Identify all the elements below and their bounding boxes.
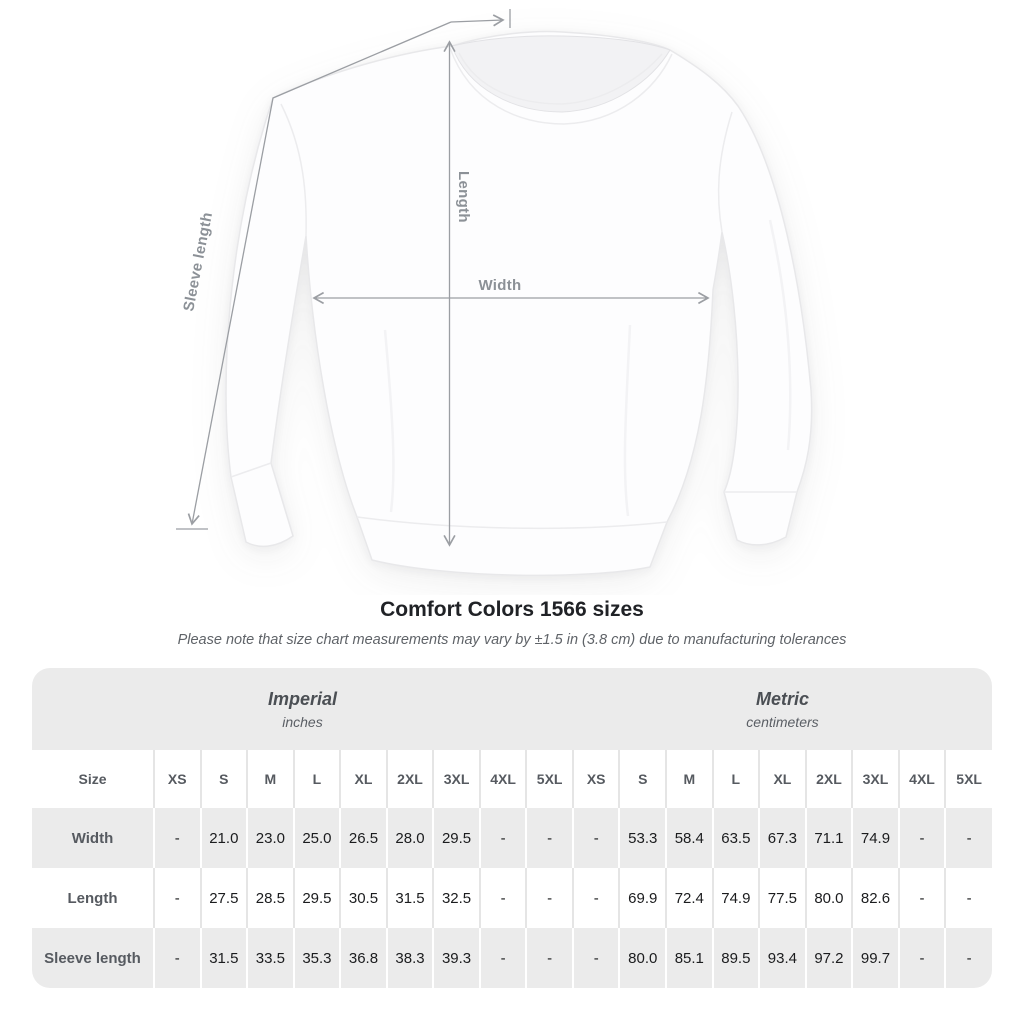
- value-cell: 97.2: [806, 928, 853, 988]
- value-cell: 35.3: [294, 928, 341, 988]
- unit-header-row: [32, 668, 992, 750]
- size-chart: [32, 668, 992, 988]
- value-cell: 38.3: [387, 928, 434, 988]
- size-header-cell: L: [713, 750, 760, 808]
- imperial-sublabel: inches: [282, 713, 323, 730]
- sleeve-length-row: [32, 928, 992, 988]
- value-cell: 28.0: [387, 808, 434, 868]
- size-header-cell: 5XL: [526, 750, 573, 808]
- value-cell: -: [154, 928, 201, 988]
- value-cell: 23.0: [247, 808, 294, 868]
- size-header-cell: XL: [759, 750, 806, 808]
- value-cell: 74.9: [713, 868, 760, 928]
- width-label: Width: [478, 277, 522, 294]
- value-cell: 71.1: [806, 808, 853, 868]
- value-cell: 32.5: [433, 868, 480, 928]
- value-cell: -: [945, 868, 992, 928]
- value-cell: 21.0: [201, 808, 248, 868]
- size-header-cell: 3XL: [433, 750, 480, 808]
- row-label-cell: Width: [32, 808, 154, 868]
- width-row: [32, 808, 992, 868]
- value-cell: 80.0: [806, 868, 853, 928]
- metric-label: Metric: [755, 688, 809, 709]
- page-title: Comfort Colors 1566 sizes: [380, 598, 644, 621]
- value-cell: 89.5: [713, 928, 760, 988]
- value-cell: 36.8: [340, 928, 387, 988]
- value-cell: 31.5: [387, 868, 434, 928]
- value-cell: -: [526, 928, 573, 988]
- value-cell: -: [945, 808, 992, 868]
- metric-header-cell: [573, 668, 992, 750]
- value-cell: 99.7: [852, 928, 899, 988]
- value-cell: -: [480, 868, 527, 928]
- size-header-cell: S: [619, 750, 666, 808]
- metric-sublabel: centimeters: [746, 713, 819, 730]
- sleeve-length-extension-line: [451, 20, 503, 22]
- value-cell: -: [526, 868, 573, 928]
- value-cell: 58.4: [666, 808, 713, 868]
- value-cell: 53.3: [619, 808, 666, 868]
- row-label-cell: Length: [32, 868, 154, 928]
- value-cell: -: [154, 868, 201, 928]
- value-cell: 67.3: [759, 808, 806, 868]
- value-cell: 30.5: [340, 868, 387, 928]
- value-cell: 74.9: [852, 808, 899, 868]
- size-header-cell: XS: [573, 750, 620, 808]
- size-header-cell: 4XL: [899, 750, 946, 808]
- value-cell: 93.4: [759, 928, 806, 988]
- size-chart-table: [32, 668, 992, 988]
- sleeve-length-label: Sleeve length: [180, 210, 217, 313]
- value-cell: 69.9: [619, 868, 666, 928]
- value-cell: 80.0: [619, 928, 666, 988]
- size-header-cell: M: [666, 750, 713, 808]
- value-cell: 29.5: [294, 868, 341, 928]
- size-header-cell: 4XL: [480, 750, 527, 808]
- value-cell: 63.5: [713, 808, 760, 868]
- value-cell: 28.5: [247, 868, 294, 928]
- sweatshirt-image: [226, 32, 812, 576]
- size-header-cell: L: [294, 750, 341, 808]
- length-label: Length: [455, 171, 472, 223]
- value-cell: -: [573, 868, 620, 928]
- size-header-cell: 3XL: [852, 750, 899, 808]
- value-cell: -: [945, 928, 992, 988]
- value-cell: -: [573, 808, 620, 868]
- size-header-cell: 5XL: [945, 750, 992, 808]
- value-cell: -: [480, 928, 527, 988]
- value-cell: 25.0: [294, 808, 341, 868]
- value-cell: 33.5: [247, 928, 294, 988]
- size-header-cell: XS: [154, 750, 201, 808]
- value-cell: 72.4: [666, 868, 713, 928]
- value-cell: 39.3: [433, 928, 480, 988]
- value-cell: -: [573, 928, 620, 988]
- value-cell: 85.1: [666, 928, 713, 988]
- row-label-cell: Sleeve length: [32, 928, 154, 988]
- value-cell: -: [899, 808, 946, 868]
- value-cell: -: [899, 868, 946, 928]
- value-cell: 26.5: [340, 808, 387, 868]
- value-cell: 27.5: [201, 868, 248, 928]
- imperial-label: Imperial: [267, 688, 337, 709]
- size-header-cell: 2XL: [806, 750, 853, 808]
- size-header-cell: M: [247, 750, 294, 808]
- tolerance-note: Please note that size chart measurements may vary by ±1.5 in (3.8 cm) due to manufacturing tolerances: [177, 632, 847, 648]
- value-cell: -: [526, 808, 573, 868]
- size-column-header: Size: [32, 750, 154, 808]
- value-cell: 82.6: [852, 868, 899, 928]
- value-cell: 29.5: [433, 808, 480, 868]
- sweatshirt-body: [226, 32, 812, 576]
- value-cell: -: [899, 928, 946, 988]
- size-header-cell: XL: [340, 750, 387, 808]
- value-cell: -: [154, 808, 201, 868]
- value-cell: 77.5: [759, 868, 806, 928]
- value-cell: 31.5: [201, 928, 248, 988]
- length-row: [32, 868, 992, 928]
- size-header-cell: 2XL: [387, 750, 434, 808]
- size-header-row: [32, 750, 992, 808]
- value-cell: -: [480, 808, 527, 868]
- imperial-header-cell: [32, 668, 573, 750]
- size-header-cell: S: [201, 750, 248, 808]
